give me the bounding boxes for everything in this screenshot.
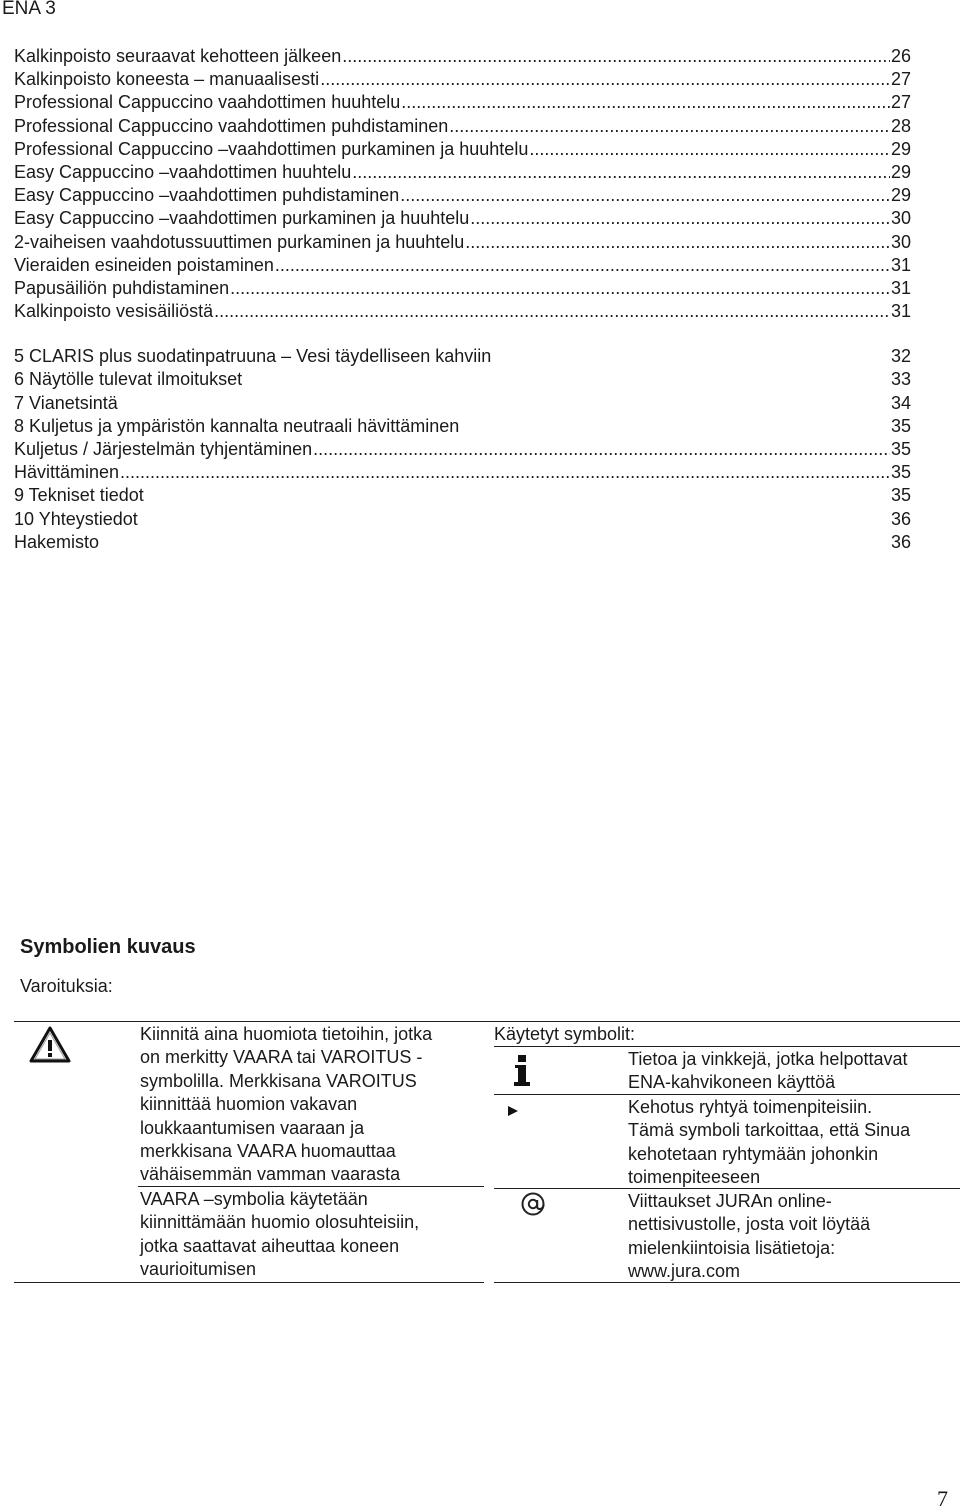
toc-entry[interactable]: Professional Cappuccino vaahdottimen huuhtelu ..... 27: [14, 92, 911, 115]
warnings-label: Varoituksia:: [20, 976, 113, 996]
toc-entry[interactable]: Kalkinpoisto vesisäiliöstä ..... 31: [14, 301, 911, 324]
warning-text-1: Kiinnitä aina huomiota tietoihin, jotka on merkitty VAARA tai VAROITUS - symbolilla. Merkkisana VAROITUS kiinnittää huomion vakavan loukkaantumisen vaaraan ja merkkisana VAARA huomauttaa vähäisemmän vamman vaarasta: [140, 1024, 433, 1185]
toc-entry[interactable]: Hakemisto 36: [14, 531, 911, 552]
toc-entry[interactable]: Easy Cappuccino –vaahdottimen huuhtelu ..... 29: [14, 162, 911, 185]
page-number: 7: [937, 1486, 948, 1511]
toc-entry[interactable]: Easy Cappuccino –vaahdottimen purkaminen ja huuhtelu ..... 30: [14, 208, 911, 231]
at-sign-icon: [520, 1191, 546, 1217]
toc-group-1: [14, 46, 911, 324]
toc-entry[interactable]: Kalkinpoisto seuraavat kehotteen jälkeen ..... 26: [14, 46, 911, 69]
warning-text-2: VAARA –symbolia käytetään kiinnittämään huomio olosuhteisiin, jotka saattavat aiheuttaa koneen vaurioitumisen: [140, 1189, 420, 1280]
used-symbols-label: Käytetyt symbolit:: [494, 1024, 636, 1044]
warning-triangle-icon: [28, 1025, 72, 1065]
toc-entry[interactable]: 5 CLARIS plus suodatinpatruuna – Vesi täydelliseen kahviin 32: [14, 346, 911, 367]
toc-entry[interactable]: 10 Yhteystiedot 36: [14, 508, 911, 529]
toc-entry[interactable]: Professional Cappuccino –vaahdottimen purkaminen ja huuhtelu ..... 29: [14, 139, 911, 162]
toc-entry[interactable]: Kalkinpoisto koneesta – manuaalisesti ..... 27: [14, 69, 911, 92]
info-icon: [512, 1053, 532, 1089]
info-text: Tietoa ja vinkkejä, jotka helpottavat ENA-kahvikoneen käyttöä: [628, 1049, 908, 1093]
table-of-contents: [14, 46, 911, 555]
toc-entry[interactable]: Papusäiliön puhdistaminen ..... 31: [14, 278, 911, 301]
jura-website-link[interactable]: www.jura.com: [628, 1261, 741, 1282]
toc-entry[interactable]: Kuljetus / Järjestelmän tyhjentäminen ..... 35: [14, 439, 911, 462]
web-text: Viittaukset JURAn online- nettisivustolle, josta voit löytää mielenkiintoisia lisätietoja: www.jura.com: [628, 1190, 870, 1284]
toc-entry[interactable]: Hävittäminen ..... 35: [14, 462, 911, 485]
toc-entry[interactable]: 6 Näytölle tulevat ilmoitukset 33: [14, 369, 911, 390]
symbols-table: [0, 1021, 960, 1283]
toc-group-2: [14, 346, 911, 555]
toc-entry[interactable]: 2-vaiheisen vaahdotussuuttimen purkaminen ja huuhtelu ..... 30: [14, 232, 911, 255]
toc-entry[interactable]: Vieraiden esineiden poistaminen ..... 31: [14, 255, 911, 278]
toc-entry[interactable]: Easy Cappuccino –vaahdottimen puhdistaminen ..... 29: [14, 185, 911, 208]
document-header: ENA 3: [2, 0, 56, 19]
toc-entry[interactable]: 7 Vianetsintä 34: [14, 392, 911, 413]
toc-entry[interactable]: 9 Tekniset tiedot 35: [14, 485, 911, 506]
toc-entry[interactable]: Professional Cappuccino vaahdottimen puhdistaminen ..... 28: [14, 116, 911, 139]
symbols-heading: Symbolien kuvaus: [20, 936, 196, 958]
action-text: Kehotus ryhtyä toimenpiteisiin. Tämä symboli tarkoittaa, että Sinua kehotetaan ryhtymään johonkin toimenpiteeseen: [628, 1097, 911, 1188]
toc-entry[interactable]: 8 Kuljetus ja ympäristön kannalta neutraali hävittäminen 35: [14, 415, 911, 436]
play-arrow-icon: [506, 1105, 520, 1117]
